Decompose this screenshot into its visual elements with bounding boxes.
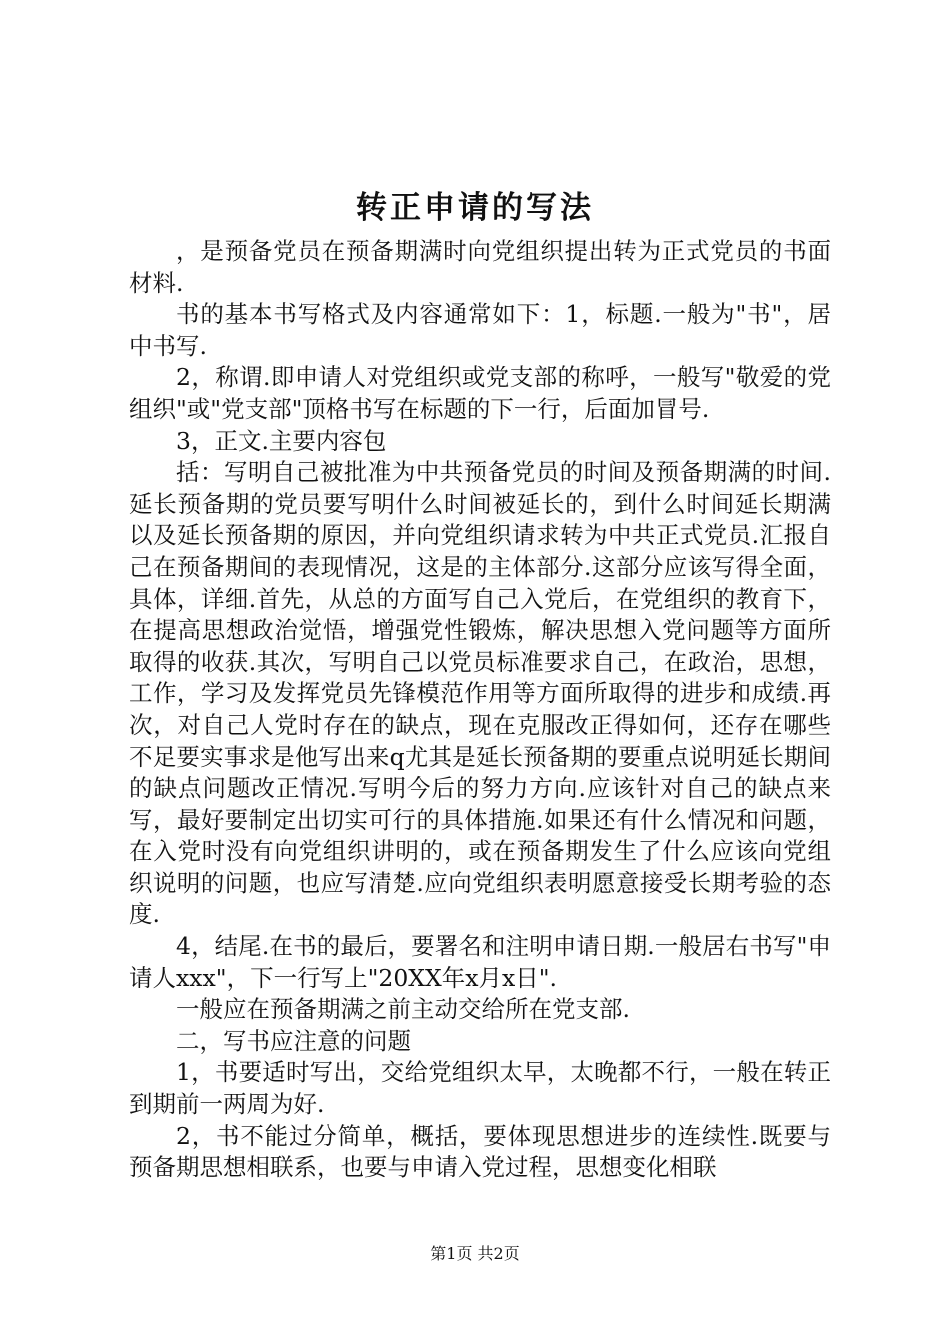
paragraph-note-1: 1，书要适时写出，交给党组织太早，太晚都不行，一般在转正到期前一两周为好. bbox=[129, 1058, 831, 1119]
paragraph-ending: 4，结尾.在书的最后，要署名和注明申请日期.一般居右书写"申请人xxx"，下一行写上"20XX年x月x日". bbox=[129, 932, 831, 992]
page-footer: 第1页 共2页 bbox=[430, 1244, 520, 1263]
paragraph-format: 书的基本书写格式及内容通常如下：1，标题.一般为"书"，居中书写. bbox=[129, 300, 831, 360]
paragraph-submission: 一般应在预备期满之前主动交给所在党支部. bbox=[176, 995, 630, 1024]
paragraph-salutation: 2，称谓.即申请人对党组织或党支部的称呼，一般写"敬爱的党组织"或"党支部"顶格书写在标题的下一行，后面加冒号. bbox=[129, 363, 831, 423]
paragraph-body-content: 括：写明自己被批准为中共预备党员的时间及预备期满的时间.延长预备期的党员要写明什么时间被延长的，到什么时间延长期满以及延长预备期的原因，并向党组织请求转为中共正式党员.汇报自己在预备期间的表现情况，这是的主体部分.这部分应该写得全面，具体，详细.首先，从总的方面写自己入党后，在党组织的教育下，在提高思想政治觉悟，增强党性锻炼，解决思想入党问题等方面所取得的收获.其次，写明自己以党员标准要求自己，在政治，思想，工作，学习及发挥党员先锋模范作用等方面所取得的进步和成绩.再次，对自己人党时存在的缺点，现在克服改正得如何，还存在哪些不足要实事求是他写出来q尤其是延长预备期的要重点说明延长期间的缺点问题改正情况.写明今后的努力方向.应该针对自己的缺点来写，最好要制定出切实可行的具体措施.如果还有什么情况和问题，在入党时没有向党组织讲明的，或在预备期发生了什么应该向党组织说明的问题，也应写清楚.应向党组织表明愿意接受长期考验的态度. bbox=[129, 458, 831, 929]
paragraph-notes-heading: 二，写书应注意的问题 bbox=[176, 1026, 411, 1055]
paragraph-note-2: 2，书不能过分简单，概括，要体现思想进步的连续性.既要与预备期思想相联系，也要与申请入党过程，思想变化相联 bbox=[129, 1121, 831, 1182]
document-body bbox=[129, 236, 831, 1184]
document-title: 转正申请的写法 bbox=[356, 190, 594, 226]
paragraph-body-heading: 3，正文.主要内容包 bbox=[176, 426, 387, 455]
paragraph-intro: ，是预备党员在预备期满时向党组织提出转为正式党员的书面材料. bbox=[129, 237, 831, 297]
